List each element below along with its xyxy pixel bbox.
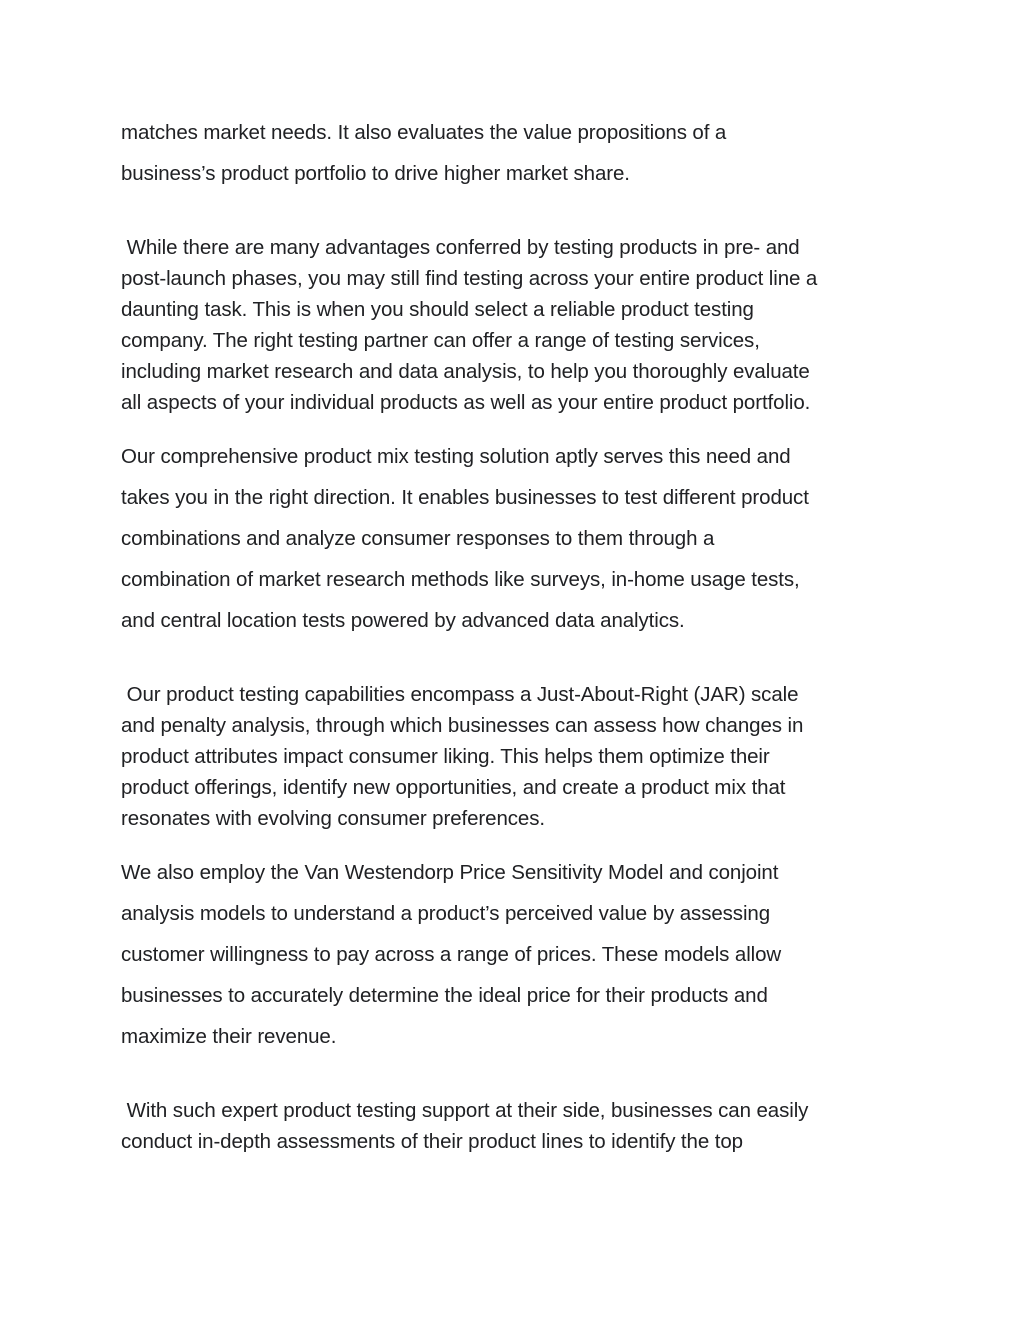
paragraph-jar-scale: Our product testing capabilities encompass a Just-About-Right (JAR) scale and penalty analysis, through which businesses can assess how changes in product attributes impact consumer liking. This helps them optimize their product offerings, identify new opportunities, and create a product mix that resonates with evolving consumer preferences. bbox=[121, 683, 804, 830]
paragraph-market-needs: matches market needs. It also evaluates the value propositions of a business’s product portfolio to drive higher market share. bbox=[121, 121, 727, 185]
document-body bbox=[121, 112, 911, 1157]
paragraph-testing-advantages: While there are many advantages conferred by testing products in pre- and post-launch phases, you may still find testing across your entire product line a daunting task. This is when you should select a reliable product testing company. The right testing partner can offer a range of testing services, including market research and data analysis, to help you thoroughly evaluate all aspects of your individual products as well as your entire product portfolio. bbox=[121, 236, 818, 414]
paragraph-product-mix-solution: Our comprehensive product mix testing solution aptly serves this need and takes you in the right direction. It enables businesses to test different product combinations and analyze consumer responses to them through a combination of market research methods like surveys, in-home usage tests, and central location tests powered by advanced data analytics. bbox=[121, 445, 809, 632]
paragraph-price-sensitivity: We also employ the Van Westendorp Price Sensitivity Model and conjoint analysis models to understand a product’s perceived value by assessing customer willingness to pay across a range of prices. These models allow businesses to accurately determine the ideal price for their products and maximize their revenue. bbox=[121, 861, 782, 1048]
paragraph-expert-support: With such expert product testing support at their side, businesses can easily conduct in-depth assessments of their product lines to identify the top bbox=[121, 1099, 809, 1153]
